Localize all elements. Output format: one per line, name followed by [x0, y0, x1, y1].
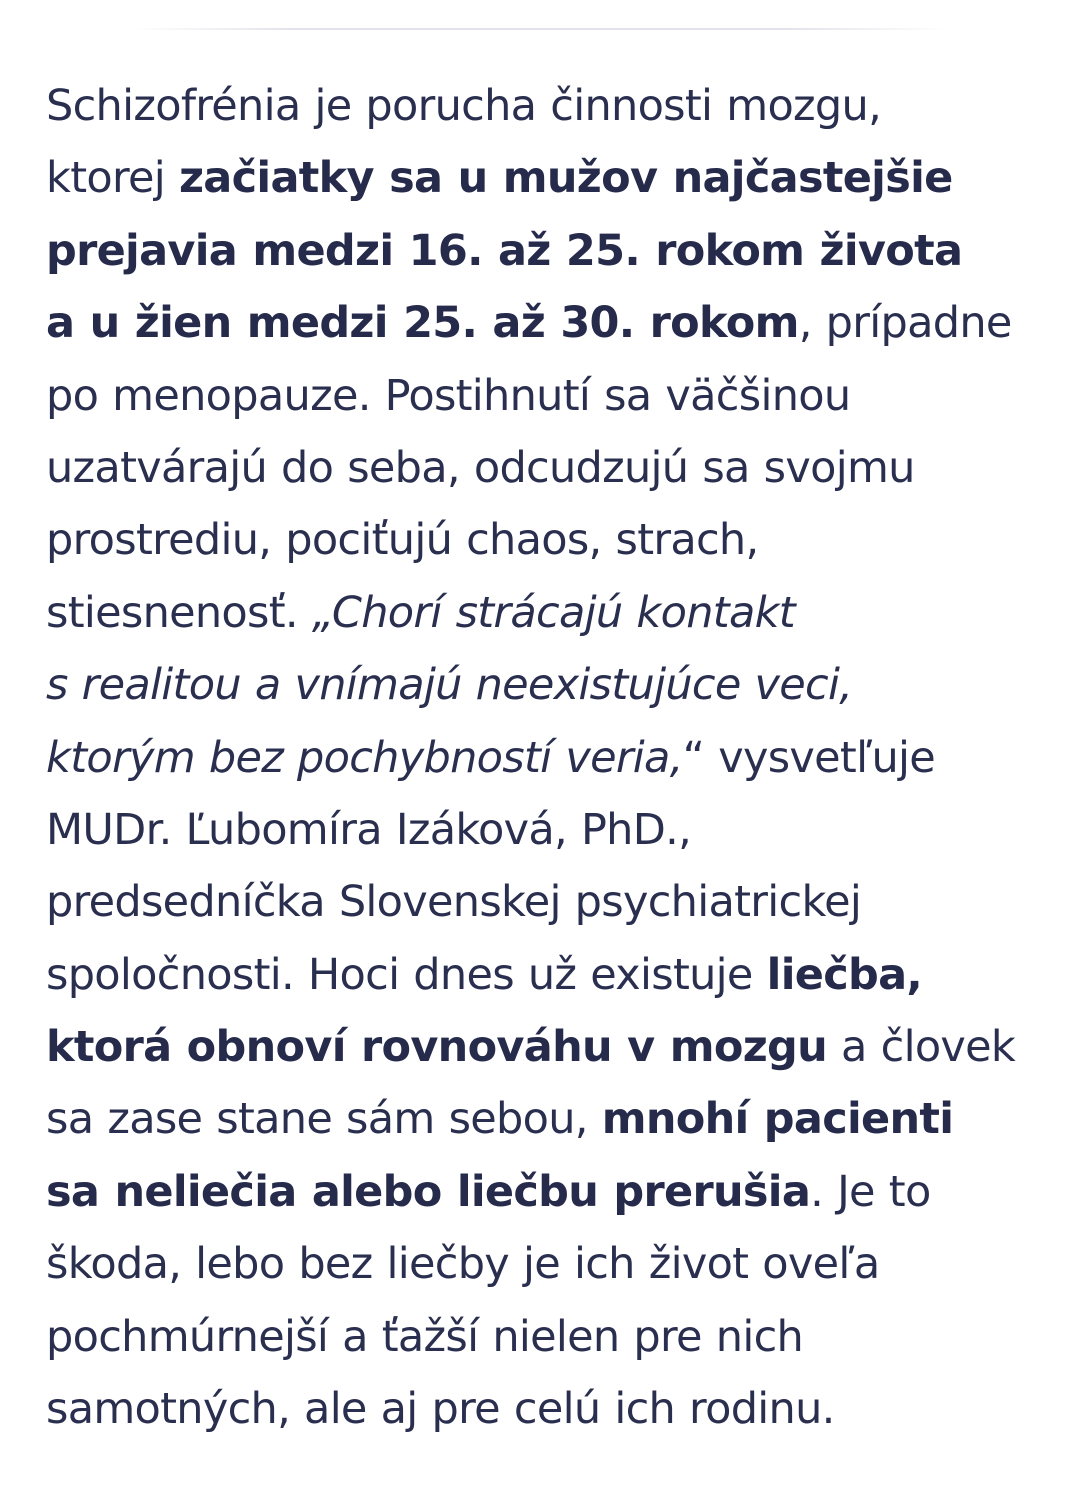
paragraph-line [46, 70, 1046, 142]
paragraph-line [46, 504, 1046, 576]
body-text: uzatvárajú do seba, odcudzujú sa svojmu [46, 442, 915, 493]
paragraph-line [46, 649, 1046, 721]
paragraph-line [46, 866, 1046, 938]
paragraph-line [46, 1156, 1046, 1228]
paragraph-line [46, 287, 1046, 359]
body-text: MUDr. Ľubomíra Izáková, PhD., [46, 804, 692, 855]
bold-text: mnohí pacienti [601, 1094, 954, 1145]
body-text: “ vysvetľuje [682, 732, 936, 783]
paragraph-line [46, 794, 1046, 866]
body-text: sa zase stane sám sebou, [46, 1094, 602, 1145]
paragraph-line [46, 577, 1046, 649]
body-text: ktorej [46, 153, 179, 204]
paragraph-line [46, 1228, 1046, 1300]
body-text: a človek [827, 1022, 1016, 1073]
quote-text: ktorým bez pochybností veria, [46, 732, 683, 783]
bold-text: prejavia medzi 16. až 25. rokom života [46, 225, 963, 276]
bold-text: liečba, [766, 949, 923, 1000]
paragraph-line [46, 432, 1046, 504]
paragraph-line [46, 1373, 1046, 1445]
bold-text: a u žien medzi 25. až 30. rokom [46, 298, 799, 349]
paragraph-line [46, 1011, 1046, 1083]
body-text: stiesnenosť. [46, 587, 312, 638]
body-text: pochmúrnejší a ťažší nielen pre nich [46, 1311, 804, 1362]
paragraph-line [46, 360, 1046, 432]
paragraph-line [46, 142, 1046, 214]
paragraph-line [46, 1301, 1046, 1373]
bold-text: ktorá obnoví rovnováhu v mozgu [46, 1022, 828, 1073]
article-paragraph [46, 70, 1046, 1445]
body-text: predsedníčka Slovenskej psychiatrickej [46, 877, 862, 928]
body-text: škoda, lebo bez liečby je ich život oveľa [46, 1239, 880, 1290]
bold-text: sa neliečia alebo liečbu prerušia [46, 1166, 811, 1217]
body-text: spoločnosti. Hoci dnes už existuje [46, 949, 767, 1000]
paragraph-line [46, 722, 1046, 794]
top-divider [130, 28, 950, 30]
quote-text: „Chorí strácajú kontakt [311, 587, 795, 638]
body-text: , prípadne [798, 298, 1012, 349]
body-text: Schizofrénia je porucha činnosti mozgu, [46, 81, 882, 131]
paragraph-line [46, 939, 1046, 1011]
body-text: prostrediu, pociťujú chaos, strach, [46, 515, 759, 566]
paragraph-line [46, 1083, 1046, 1155]
bold-text: začiatky sa u mužov najčastejšie [178, 153, 953, 204]
body-text: . Je to [810, 1166, 931, 1217]
body-text: samotných, ale aj pre celú ich rodinu. [46, 1384, 835, 1435]
quote-text: s realitou a vnímajú neexistujúce veci, [46, 660, 853, 711]
body-text: po menopauze. Postihnutí sa väčšinou [46, 370, 851, 421]
paragraph-line [46, 215, 1046, 287]
